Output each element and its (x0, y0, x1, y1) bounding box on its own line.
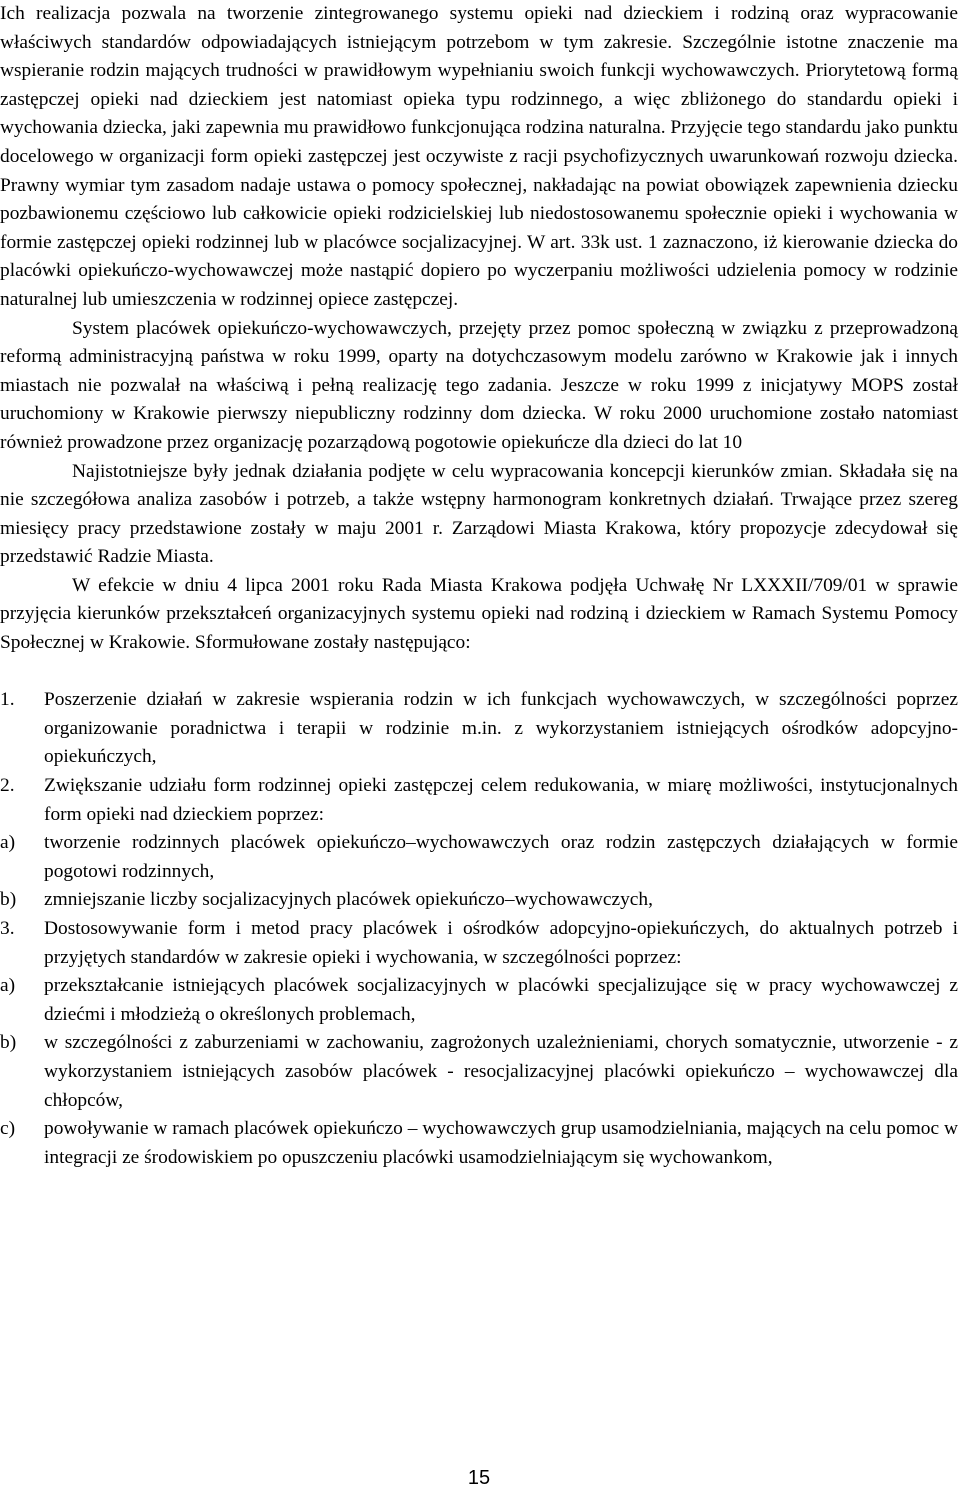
list-item-text: tworzenie rodzinnych placówek opiekuńczo–wychowawczych oraz rodzin zastępczych działających w formie pogotowi rodzinnych, (44, 832, 958, 882)
list-item-text: Poszerzenie działań w zakresie wspierania rodzin w ich funkcjach wychowawczych, w szczególności poprzez organizowanie poradnictwa i terapii w rodzinie m.in. z wykorzystaniem istniejących ośrodków adopcyjno-opiekuńczych, (44, 689, 958, 768)
paragraph-3: Najistotniejsze były jednak działania podjęte w celu wypracowania koncepcji kierunków zmian. Składała się na nie szczegółowa analiza zasobów i potrzeb, a także wstępny harmonogram konkretnych działań. Trwające przez szereg miesięcy pracy przedstawione zostały w maju 2001 r. Zarządowi Miasta Krakowa, który propozycje zdecydował się przedstawić Radzie Miasta. (0, 460, 958, 568)
list-item-marker: b) (0, 1032, 17, 1054)
list-item-marker: a) (0, 975, 16, 997)
list-item-marker: 3. (0, 918, 15, 939)
list-item-marker: a) (0, 832, 16, 854)
resolution-directions-list (0, 686, 958, 1172)
paragraph-spacer (0, 658, 958, 687)
list-item (0, 772, 958, 829)
list-item-marker: 2. (0, 775, 15, 797)
list-item (0, 829, 958, 886)
list-item-marker: b) (0, 889, 17, 911)
paragraph-1: Ich realizacja pozwala na tworzenie zintegrowanego systemu opieki nad dzieckiem i rodziną oraz wypracowanie właściwych standardów odpowiadających istniejącym potrzebom w tym zakresie. Szczególnie istotne znaczenie ma wspieranie rodzin mających trudności w prawidłowym wypełnianiu swoich funkcji wychowawczych. Priorytetową formą zastępczej opieki nad dzieckiem jest natomiast opieka typu rodzinnego, a więc zbliżonego do standardu opieki i wychowania dziecka, jaki zapewnia mu prawidłowo funkcjonująca rodzina naturalna. Przyjęcie tego standardu jako punktu docelowego w organizacji form opieki zastępczej jest oczywiste z racji psychofizycznych uwarunkowań rozwoju dziecka. Prawny wymiar tym zasadom nadaje ustawa o pomocy społecznej, nakładając na powiat obowiązek zapewnienia dziecku pozbawionemu częściowo lub całkowicie opieki rodzicielskiej lub niedostosowanemu społecznie opieki i wychowania w formie zastępczej opieki rodzinnej lub w placówce socjalizacyjnej. W art. 33k ust. 1 zaznaczono, iż kierowanie dziecka do placówki opiekuńczo-wychowawczej może nastąpić dopiero po wyczerpaniu możliwości udzielenia pomocy w rodzinie naturalnej lub umieszczenia w rodzinnej opiece zastępczej. (0, 3, 958, 310)
page-number: 15 (467, 1467, 491, 1489)
list-item (0, 1115, 958, 1172)
list-item (0, 915, 958, 972)
paragraph-4: W efekcie w dniu 4 lipca 2001 roku Rada Miasta Krakowa podjęła Uchwałę Nr LXXXII/709/01 w sprawie przyjęcia kierunków przekształceń organizacyjnych systemu opieki nad rodziną i dzieckiem w Ramach Systemu Pomocy Społecznej w Krakowie. Sformułowane zostały następująco: (0, 574, 958, 654)
paragraph-2: System placówek opiekuńczo-wychowawczych, przejęty przez pomoc społeczną w związku z przeprowadzoną reformą administracyjną państwa w roku 1999, oparty na dotychczasowym modelu zarówno w Krakowie jak i innych miastach nie pozwalał na właściwą i pełną realizację tego zadania. Jeszcze w roku 1999 z inicjatywy MOPS został uruchomiony w Krakowie pierwszy niepubliczny rodzinny dom dziecka. W roku 2000 uruchomione zostało natomiast również prowadzone przez organizację pozarządową pogotowie opiekuńcze dla dzieci do lat 10 (0, 317, 958, 453)
list-item (0, 686, 958, 772)
list-item-text: Zwiększanie udziału form rodzinnej opieki zastępczej celem redukowania, w miarę możliwości, instytucjonalnych form opieki nad dzieckiem poprzez: (44, 775, 958, 825)
list-item-marker: 1. (0, 689, 15, 711)
list-item (0, 886, 958, 915)
list-item-text: w szczególności z zaburzeniami w zachowaniu, zagrożonych uzależnieniami, chorych somatycznie, utworzenie - z wykorzystaniem istniejących zasobów placówek - resocjalizacyjnej placówki opiekuńczo – wychowawczej dla chłopców, (44, 1032, 958, 1111)
list-item (0, 972, 958, 1029)
list-item-text: Dostosowywanie form i metod pracy placówek i ośrodków adopcyjno-opiekuńczych, do aktualnych potrzeb i przyjętych standardów w zakresie opieki i wychowania, w szczególności poprzez: (44, 918, 958, 968)
list-item-text: przekształcanie istniejących placówek socjalizacyjnych w placówki specjalizujące się w pracy wychowawczej z dziećmi i młodzieżą o określonych problemach, (44, 975, 958, 1025)
list-item-text: powoływanie w ramach placówek opiekuńczo – wychowawczych grup usamodzielniania, mających na celu pomoc w integracji ze środowiskiem po opuszczeniu placówki usamodzielniającym się wychowankom, (44, 1118, 958, 1168)
list-item-marker: c) (0, 1118, 16, 1140)
list-item (0, 1029, 958, 1115)
list-item-text: zmniejszanie liczby socjalizacyjnych placówek opiekuńczo–wychowawczych, (44, 889, 653, 911)
